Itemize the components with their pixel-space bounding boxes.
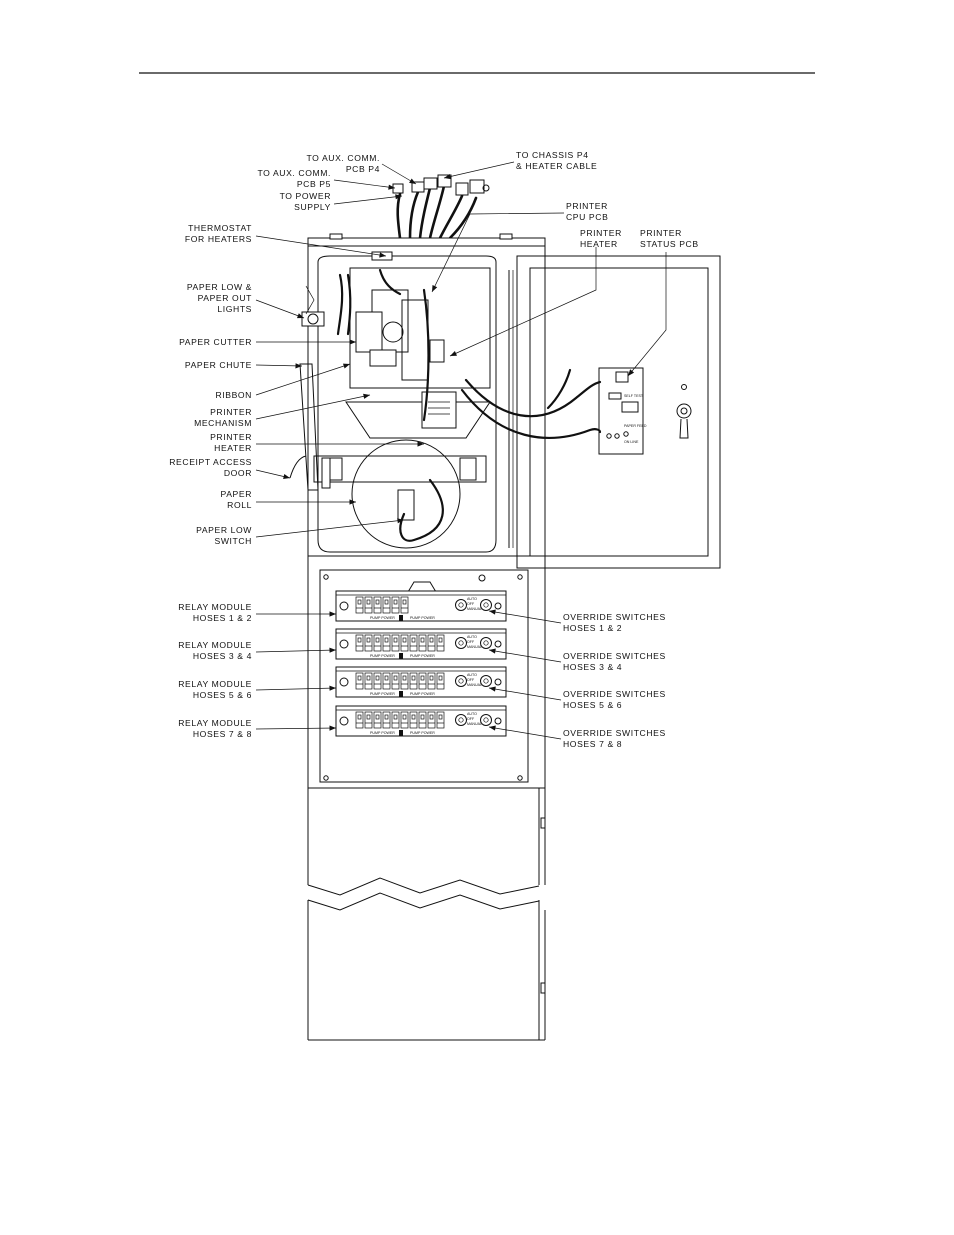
switch-mode-label: OFF (467, 602, 475, 606)
switch-mode-label: OFF (467, 678, 475, 682)
switch-mode-label: MANUAL (467, 645, 482, 649)
callout-printer-status-pcb: PRINTER STATUS PCB (640, 228, 699, 249)
arrowhead (330, 611, 337, 616)
callout-override-7-8: OVERRIDE SWITCHES HOSES 7 & 8 (563, 728, 666, 749)
leader-line (256, 650, 336, 652)
leader-line (256, 395, 370, 419)
switch-mode-label: OFF (467, 640, 475, 644)
callout-override-5-6: OVERRIDE SWITCHES HOSES 5 & 6 (563, 689, 666, 710)
switch-mode-label: MANUAL (467, 722, 482, 726)
arrowhead (329, 686, 336, 691)
callout-chassis-p4: TO CHASSIS P4 & HEATER CABLE (516, 150, 598, 171)
callout-relay-7-8: RELAY MODULE HOSES 7 & 8 (178, 718, 252, 739)
relay-module (336, 667, 506, 697)
arrowhead (450, 351, 457, 356)
callout-paper-low-switch: PAPER LOW SWITCH (196, 525, 252, 546)
switch-mode-label: AUTO (467, 673, 477, 677)
arrowhead (363, 394, 370, 399)
switch-mode-label: AUTO (467, 712, 477, 716)
callout-printer-mechanism: PRINTER MECHANISM (194, 407, 252, 428)
self-test-label: SELF TEST (624, 394, 644, 398)
arrowhead (409, 179, 416, 185)
pump-power-label: PUMP POWER (370, 692, 395, 696)
switch-mode-label: MANUAL (467, 607, 482, 611)
callout-receipt-access-door: RECEIPT ACCESS DOOR (169, 457, 252, 478)
callout-paper-low-lights: PAPER LOW & PAPER OUT LIGHTS (186, 282, 252, 314)
pump-power-label: PUMP POWER (410, 654, 435, 658)
leader-line (256, 365, 302, 366)
callout-relay-3-4: RELAY MODULE HOSES 3 & 4 (178, 640, 252, 661)
pump-power-label: PUMP POWER (410, 731, 435, 735)
cable-bundle (393, 175, 489, 238)
leader-line (432, 213, 564, 292)
pump-power-label: PUMP POWER (410, 692, 435, 696)
leader-line (256, 364, 350, 395)
callout-printer-cpu-pcb: PRINTER CPU PCB (566, 201, 609, 222)
callout-paper-cutter: PAPER CUTTER (179, 337, 252, 347)
leader-line (444, 162, 514, 178)
callout-paper-chute: PAPER CHUTE (184, 360, 252, 370)
on-line-label: ON LINE (624, 440, 639, 444)
relay-module (336, 629, 506, 659)
callout-relay-5-6: RELAY MODULE HOSES 5 & 6 (178, 679, 252, 700)
callout-paper-roll: PAPER ROLL (220, 489, 252, 510)
switch-mode-label: MANUAL (467, 683, 482, 687)
pump-power-label: PUMP POWER (410, 616, 435, 620)
arrowhead (283, 474, 290, 479)
relay-module (336, 591, 506, 621)
switch-mode-label: OFF (467, 717, 475, 721)
leader-line (256, 300, 304, 318)
callout-relay-1-2: RELAY MODULE HOSES 1 & 2 (178, 602, 252, 623)
arrowhead (432, 285, 437, 292)
callout-printer-heater-top: PRINTER HEATER (580, 228, 622, 249)
arrowhead (343, 364, 350, 369)
callout-aux-comm-p4: TO AUX. COMM. PCB P4 (306, 153, 380, 174)
relay-module (336, 706, 506, 736)
leader-line (450, 247, 596, 356)
printer-door (462, 256, 720, 568)
pump-power-label: PUMP POWER (370, 616, 395, 620)
pump-power-label: PUMP POWER (370, 731, 395, 735)
upper-cabinet (290, 246, 545, 556)
callout-ribbon: RIBBON (215, 390, 252, 400)
arrowhead (329, 648, 336, 653)
switch-mode-label: AUTO (467, 635, 477, 639)
leader-line (256, 520, 404, 537)
switch-mode-label: AUTO (467, 597, 477, 601)
lower-cabinet (308, 788, 545, 1040)
callout-printer-heater-left: PRINTER HEATER (210, 432, 252, 453)
relay-panel (308, 556, 545, 788)
arrowhead (350, 339, 357, 344)
callout-thermostat: THERMOSTAT FOR HEATERS (184, 223, 252, 244)
arrowhead (330, 726, 337, 731)
callout-override-1-2: OVERRIDE SWITCHES HOSES 1 & 2 (563, 612, 666, 633)
leader-line (334, 196, 402, 204)
leader-line (256, 688, 336, 690)
pump-power-label: PUMP POWER (370, 654, 395, 658)
callout-aux-comm-p5: TO AUX. COMM. PCB P5 (257, 168, 331, 189)
callout-power-supply: TO POWER SUPPLY (279, 191, 331, 212)
leader-line (334, 180, 395, 188)
leader-line (628, 252, 666, 376)
leader-line (256, 728, 336, 729)
paper-feed-label: PAPER FEED (624, 424, 647, 428)
callout-override-3-4: OVERRIDE SWITCHES HOSES 3 & 4 (563, 651, 666, 672)
relay-modules (336, 591, 506, 736)
